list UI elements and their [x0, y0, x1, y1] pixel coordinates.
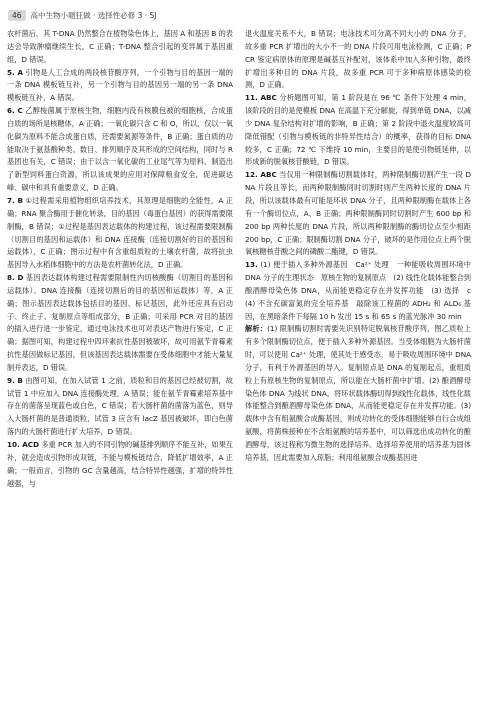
answer-paragraph: 10. ACD 多重 PCR 加入的不同引物的碱基排列顺序不能互补，如果互补，就会造成引物形成双链，不能与模板链结合，降低扩增效率，A 正确；一般而言，引物的 GC 含量越高，结合特异性越强，扩增的特异性越强，与 [7, 440, 233, 488]
page-number: 46 [8, 10, 26, 21]
answer-paragraph: 农杆菌后，其 T-DNA 仍然整合在植物染色体上，基因 A 和基因 B 的表达会导致肿瘤继续生长，C 正确；T-DNA 整合引起的变异属于基因重组，D 错误。 [7, 29, 233, 64]
book-title: 高中生物小题狂做 · 选择性必修 3 · SJ [30, 10, 157, 20]
answer-paragraph: 5. A 引物是人工合成的两段核苷酸序列，一个引物与目的基因一端的一条 DNA 模板链互补，另一个引物与目的基因另一端的另一条 DNA 模板链互补，A 错误。 [7, 67, 233, 103]
answer-paragraph: 11. ABC 分析题图可知，第 1 阶段是在 96 ℃ 条件下处理 4 min，该阶段的目的是使模板 DNA 在高温下充分解旋，得到单链 DNA，以减少 DNA 复杂结构对扩增的影响，B 正确；第 2 阶段中退火温度较高可降低错配（引物与模板链的非特异性结合）的概率，获得的目标 DNA 较多，C 正确；72 ℃ 下维持 10 min，主要目的是使引物链延伸，以形成新的脱氧核苷酸链，D 错误。 [245, 93, 471, 167]
answer-paragraph: 6. C 乙醇梭菌属于原核生物，细胞内没有核膜包被的细胞核，合成蛋白质的场所是核糖体，A 正确；一氧化碳只含 C 和 O，所以，仅以一氧化碳为原料不能合成蛋白质，还需要氮源等条件，B 正确；蛋白质的功能取决于氨基酸种类、数目、排列顺序及其形成的空间结构，同时与 R 基团也有关，C 错误；由于以含一氧化碳的工业尾气等为原料，制造出了新型饲料蛋白资源，所以该成果的应用对保障粮食安全，促进碳达峰、碳中和具有重要意义，D 正确。 [7, 106, 233, 193]
answer-paragraph: 8. D 基因表达载体构建过程需要限制性内切核酸酶（切割目的基因和运载体）、DNA 连接酶（连接切割后的目的基因和运载体）等，A 正确；图示基因表达载体包括目的基因、标记基因，此外还应具有启动子、终止子、复制原点等组成部分，B 正确；可采用 PCR 对目的基因的插入进行进一步鉴定，通过电泳技术也可对表达产物进行鉴定，C 正确；据图可知，构建过程中四环素抗性基因被破坏，故可用氨苄青霉素抗性基因做标记基因，但该基因表达载体需要在受体细胞中才能大量复制并表达，D 错误。 [7, 273, 233, 372]
answer-paragraph: 13. (1) 便于插入多种外源基因 Ca²⁺ 处理 一种能吸收周围环境中 DNA 分子的生理状态 原核生物的复制原点 (2) 线性化载体能整合到酿酒酵母染色体 DNA，从而能更稳定存在并发挥功能 (3) 选择 c (4) 不含充碳富氮的完全培养基 敲除该工程菌的 ADH₂ 和 ALD₆ 基因，在黑暗条件下每隔 10 h 发出 15 s 和 65 s 的蓝光脉冲 30 min [245, 260, 479, 321]
answer-paragraph: 7. B ①过程需采用植物组织培养技术，其原理是细胞的全能性，A 正确；RNA 聚合酶用于催化转录，目的基因（毒蛋白基因）的获得需要限制酶，B 错误；①过程是基因表达载体的构建过程，该过程需要限制酶（切割目的基因和运载体）和 DNA 连接酶（连接切割好的目的基因和运载体），C 正确；图示过程中有含重组质粒的土壤农杆菌，故将抗虫基因导入水稻体细胞中的方法是农杆菌转化法，D 正确。 [7, 195, 234, 270]
answer-paragraph: 解析：(1) 限制酶切割时需要先识别特定脱氧核苷酸序列，图乙质粒上有多个限制酶切位点，便于插入多种外源基因。当受体细胞为大肠杆菌时，可以使用 Ca²⁺ 处理，使其处于感受态，易于吸收周围环境中 DNA 分子，有利于外源基因的导入。复制原点是 DNA 的复制起点，重组质粒上有原核生物的复制原点，所以能在大肠杆菌中扩增。(2) 酿酒酵母染色体 DNA 为线状 DNA，将环状载体酶切得到线性化载体，线性化载体能整合到酿酒酵母染色体 DNA，从而能更稳定存在并发挥功能。(3) 载体中含有组氨酸合成酶基因，则成功转化的受体细胞能够自行合成组氨酸，将菌株接种在不含组氨酸的培养基中，可以筛选出成功转化的酿酒酵母，该过程称为微生物的选择培养。选择培养使用的培养基为固体培养基，因此需要加入琼脂；利用组氨酸合成酶基因进 [245, 324, 471, 462]
right-column [245, 28, 479, 704]
answer-paragraph: 12. ABC 当仅用一种限制酶切割载体时，两种限制酶切割产生一段 DNA 片段且等长，而两种限制酶同时切割时则产生两种长度的 DNA 片段，所以该载体最有可能是环状 DNA 分子，且两种限制酶在载体上各有一个酶切位点，A、B 正确；两种限制酶同时切割时产生 600 bp 和 200 bp 两种长度的 DNA 片段，所以两种限制酶的酶切位点至少相距 200 bp，C 正确；限制酶切割 DNA 分子，破坏的是作用位点上两个脱氧核糖核苷酸之间的磷酸二酯键，D 错误。 [245, 170, 471, 257]
left-column [7, 28, 233, 704]
page-header [8, 8, 156, 22]
answer-paragraph: 9. B 由图可知，在加入试管 1 之前，质粒和目的基因已经被切割，故试管 1 中应加入 DNA 连接酶处理，A 错误；能在氨苄青霉素培养基中存在的菌落呈现蓝色或白色，C 错误；若大肠杆菌的菌落为蓝色，则导入大肠杆菌的是普通质粒，试管 3 应含有 lacZ 基因被破坏，即白色菌落内的大肠杆菌进行扩大培养，D 错误。 [7, 375, 233, 437]
answer-paragraph: 退火温度关系不大，B 错误；电泳技术可分离不同大小的 DNA 分子，故多重 PCR 扩增出的大小不一的 DNA 片段可用电泳检测，C 正确；PCR 鉴定病原体的原理是碱基互补配对，该体系中加入多种引物，最终扩增出多种目的 DNA 片段，故多重 PCR 可于多种病原体感染的检测，D 正确。 [245, 29, 471, 90]
